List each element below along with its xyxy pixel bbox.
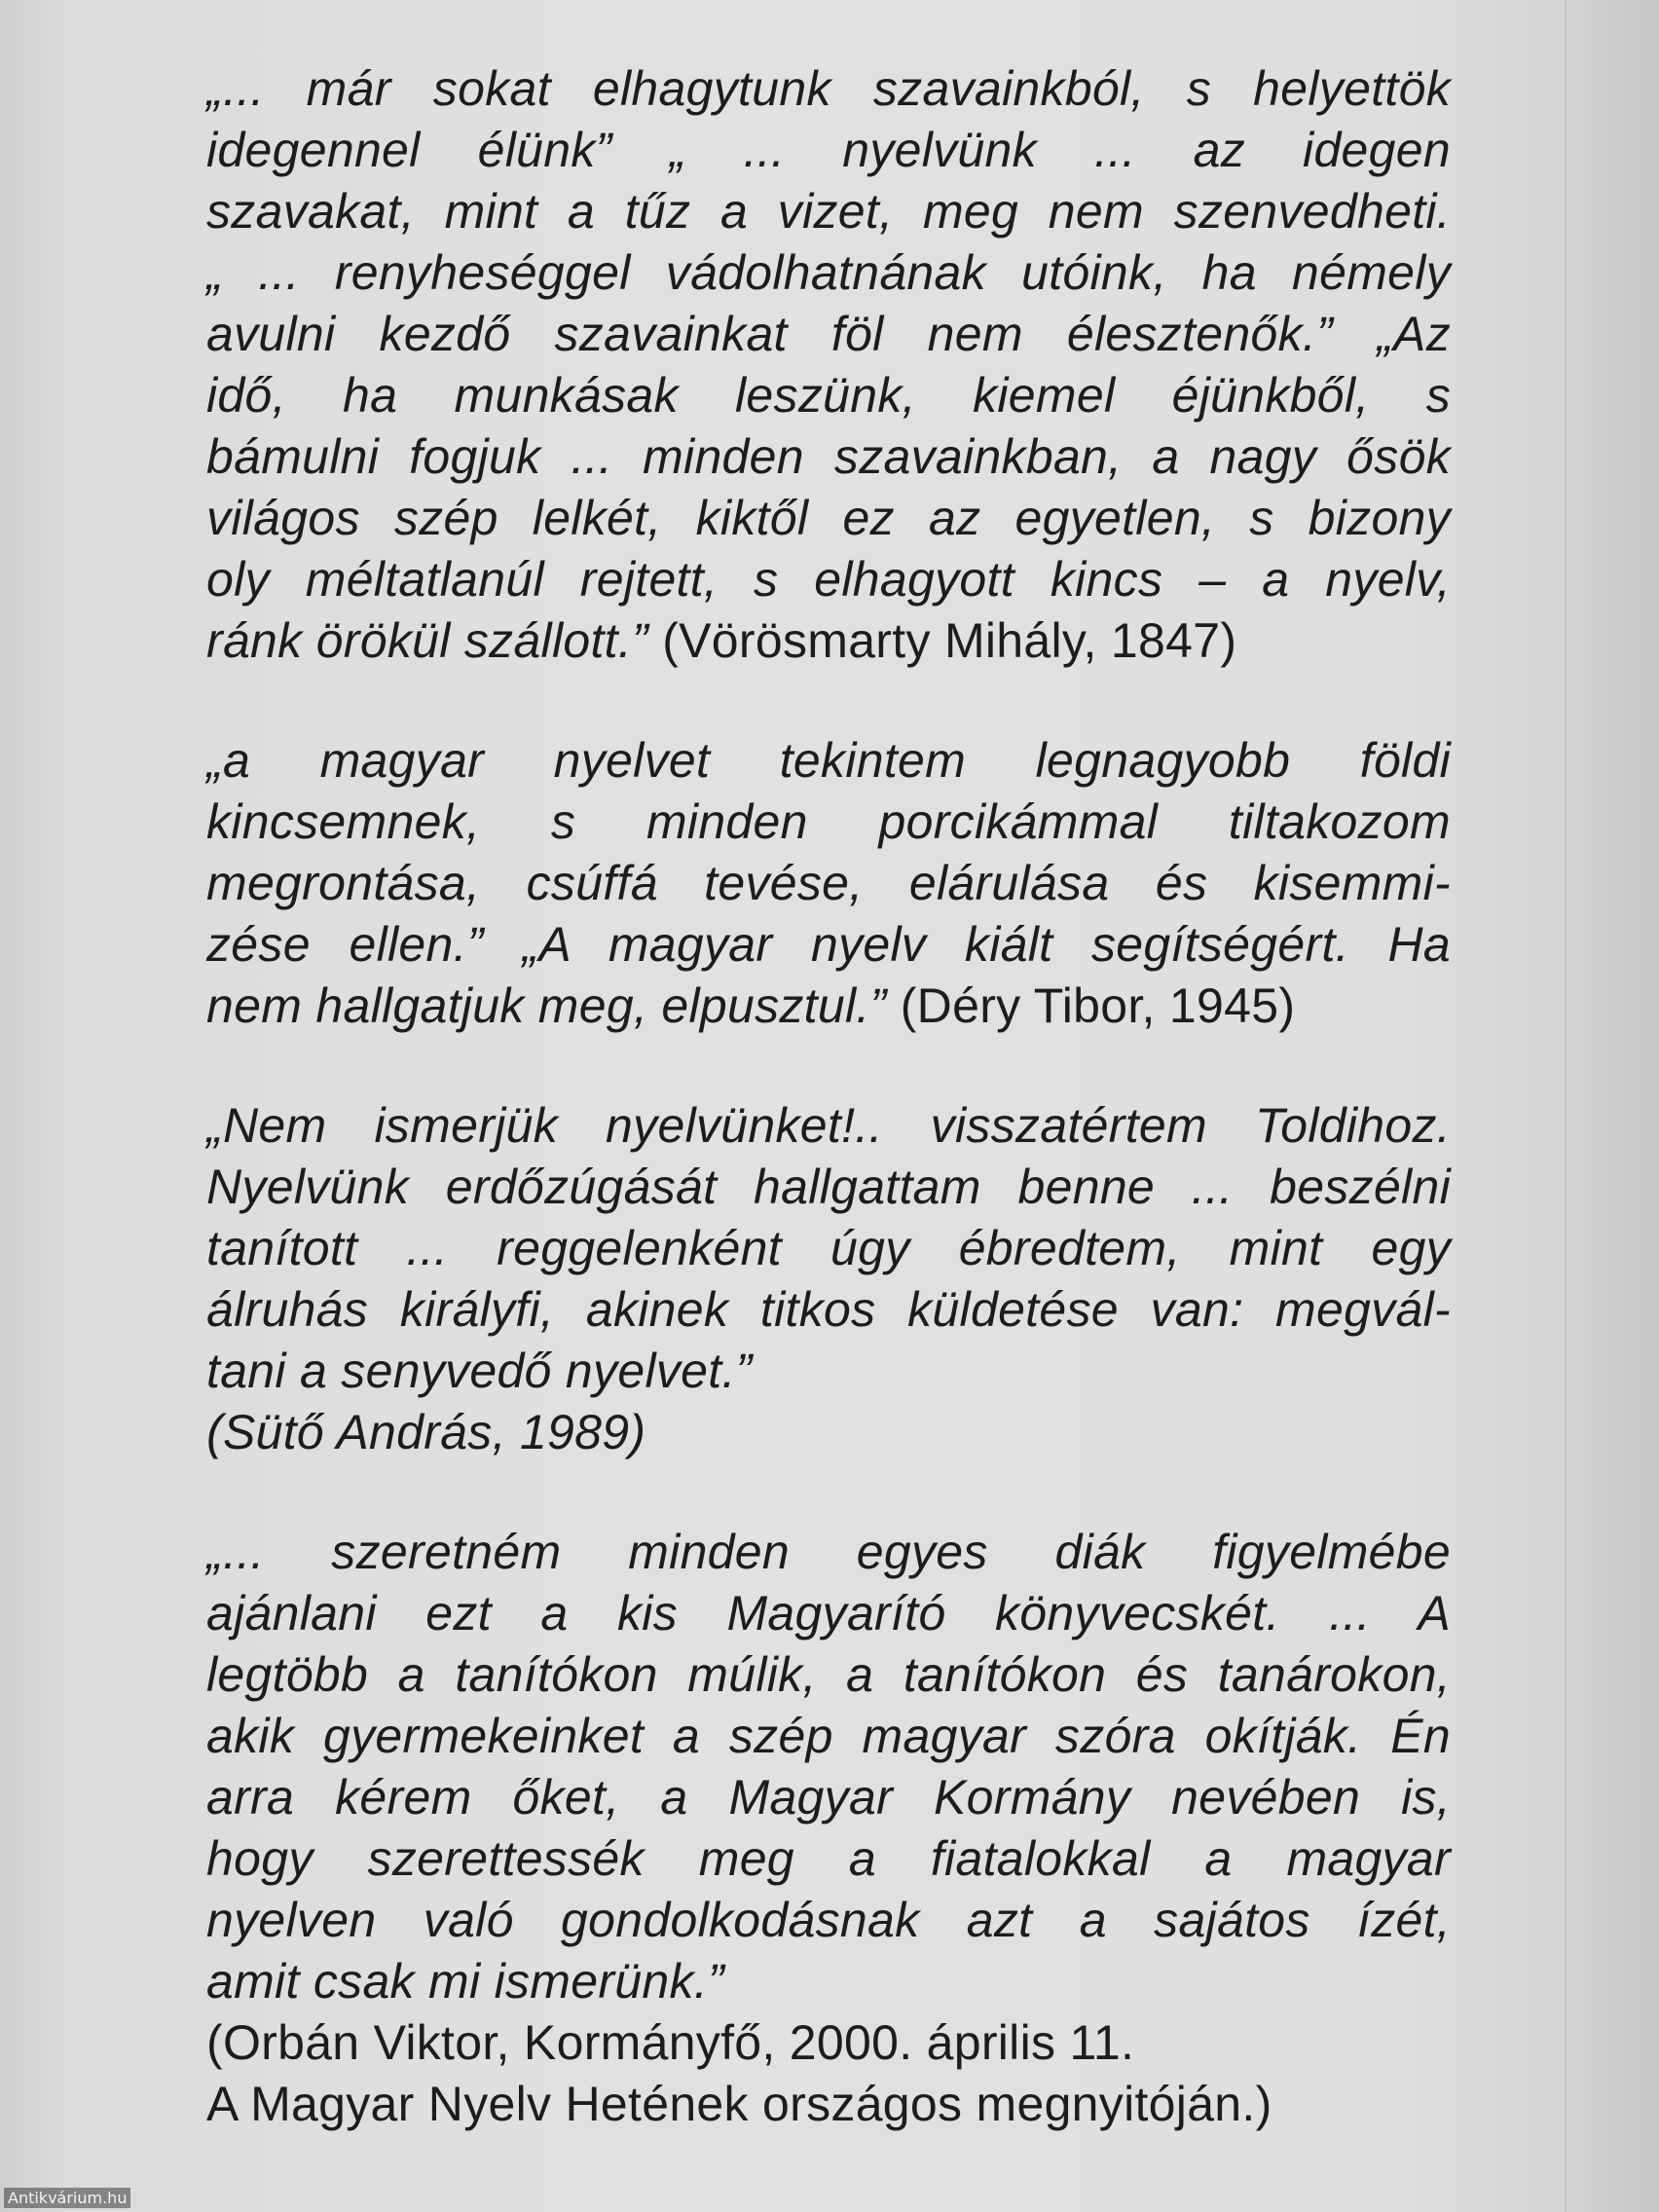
- text-segment: álruhás királyfi, akinek titkos küldetése van: megvál-: [206, 1282, 1451, 1337]
- text-segment: ajánlani ezt a kis Magyarító könyvecskét. ... A: [206, 1586, 1451, 1641]
- quote-vorosmarty: [206, 58, 1451, 672]
- text-segment: nyelven való gondolkodásnak azt a sajátos ízét,: [206, 1893, 1451, 1947]
- text-line: [206, 1890, 1451, 1951]
- text-line: [206, 2012, 1451, 2074]
- text-segment: akik gyermekeinket a szép magyar szóra okítják. Én: [206, 1709, 1451, 1763]
- text-line: [206, 853, 1451, 914]
- quotes-text-area: [206, 58, 1451, 2135]
- text-line: [206, 1157, 1451, 1218]
- page-edge-line: [1565, 0, 1567, 2212]
- text-segment: ránk örökül szállott.”: [206, 613, 663, 668]
- watermark-label: Antikvárium.hu: [4, 2188, 130, 2208]
- text-segment: legtöbb a tanítókon múlik, a tanítókon és tanárokon,: [206, 1647, 1451, 1702]
- text-segment: bámulni fogjuk ... minden szavainkban, a nagy ősök: [206, 429, 1451, 484]
- text-segment: nem hallgatjuk meg, elpusztul.”: [206, 978, 901, 1033]
- text-line: [206, 1767, 1451, 1828]
- text-line: [206, 1095, 1451, 1157]
- text-line: [206, 2074, 1451, 2135]
- text-line: [206, 304, 1451, 365]
- text-line: [206, 1828, 1451, 1890]
- text-segment: arra kérem őket, a Magyar Kormány nevében is,: [206, 1770, 1451, 1825]
- text-segment: tanított ... reggelenként úgy ébredtem, mint egy: [206, 1221, 1451, 1275]
- text-line: [206, 976, 1451, 1037]
- text-segment: (Orbán Viktor, Kormányfő, 2000. április 11.: [206, 2015, 1135, 2070]
- text-line: [206, 1218, 1451, 1279]
- text-line: [206, 242, 1451, 304]
- text-line: [206, 365, 1451, 426]
- page-edge-shadow: [1562, 0, 1659, 2212]
- text-line: [206, 58, 1451, 120]
- text-line: [206, 181, 1451, 242]
- quote-dery: [206, 730, 1451, 1037]
- text-line: [206, 610, 1451, 672]
- text-line: [206, 914, 1451, 976]
- text-line: [206, 730, 1451, 792]
- text-segment: (Vörösmarty Mihály, 1847): [662, 613, 1237, 668]
- text-segment: oly méltatlanúl rejtett, s elhagyott kincs – a nyelv,: [206, 552, 1451, 607]
- text-segment: hogy szerettessék meg a fiatalokkal a magyar: [206, 1831, 1451, 1886]
- text-segment: kincsemnek, s minden porcikámmal tiltakozom: [206, 794, 1451, 849]
- text-line: [206, 1583, 1451, 1644]
- text-line: [206, 549, 1451, 610]
- text-segment: megrontása, csúffá tevése, elárulása és kisemmi-: [206, 856, 1451, 910]
- quote-orban: [206, 1522, 1451, 2135]
- text-segment: „... szeretném minden egyes diák figyelmébe: [206, 1525, 1451, 1579]
- quote-suto: [206, 1095, 1451, 1463]
- text-segment: „ ... renyheséggel vádolhatnának utóink, ha némely: [206, 245, 1451, 300]
- text-segment: zése ellen.” „A magyar nyelv kiált segítségért. Ha: [206, 917, 1451, 972]
- text-line: [206, 1341, 1451, 1402]
- text-segment: (Déry Tibor, 1945): [900, 978, 1296, 1033]
- text-segment: idő, ha munkásak leszünk, kiemel éjünkből, s: [206, 368, 1451, 423]
- text-line: [206, 1522, 1451, 1583]
- text-segment: avulni kezdő szavainkat föl nem élesztenők.” „Az: [206, 307, 1451, 361]
- text-line: [206, 1644, 1451, 1706]
- text-line: [206, 792, 1451, 853]
- text-line: [206, 1402, 1451, 1463]
- text-segment: (Sütő András, 1989): [206, 1405, 646, 1459]
- text-line: [206, 120, 1451, 181]
- text-segment: „a magyar nyelvet tekintem legnagyobb földi: [206, 733, 1451, 788]
- text-segment: világos szép lelkét, kiktől ez az egyetlen, s bizony: [206, 491, 1451, 545]
- text-segment: „... már sokat elhagytunk szavainkból, s helyettök: [206, 61, 1451, 116]
- text-line: [206, 1279, 1451, 1341]
- text-segment: „Nem ismerjük nyelvünket!.. visszatértem Toldihoz.: [206, 1098, 1451, 1153]
- text-line: [206, 426, 1451, 488]
- text-segment: A Magyar Nyelv Hetének országos megnyitóján.): [206, 2077, 1272, 2131]
- text-line: [206, 1951, 1451, 2012]
- text-line: [206, 1706, 1451, 1767]
- text-segment: szavakat, mint a tűz a vizet, meg nem szenvedheti.: [206, 184, 1451, 239]
- text-segment: idegennel élünk” „ ... nyelvünk ... az idegen: [206, 123, 1451, 177]
- text-line: [206, 488, 1451, 549]
- text-segment: tani a senyvedő nyelvet.”: [206, 1344, 753, 1398]
- text-segment: amit csak mi ismerünk.”: [206, 1954, 724, 2009]
- text-segment: Nyelvünk erdőzúgását hallgattam benne ... beszélni: [206, 1160, 1451, 1214]
